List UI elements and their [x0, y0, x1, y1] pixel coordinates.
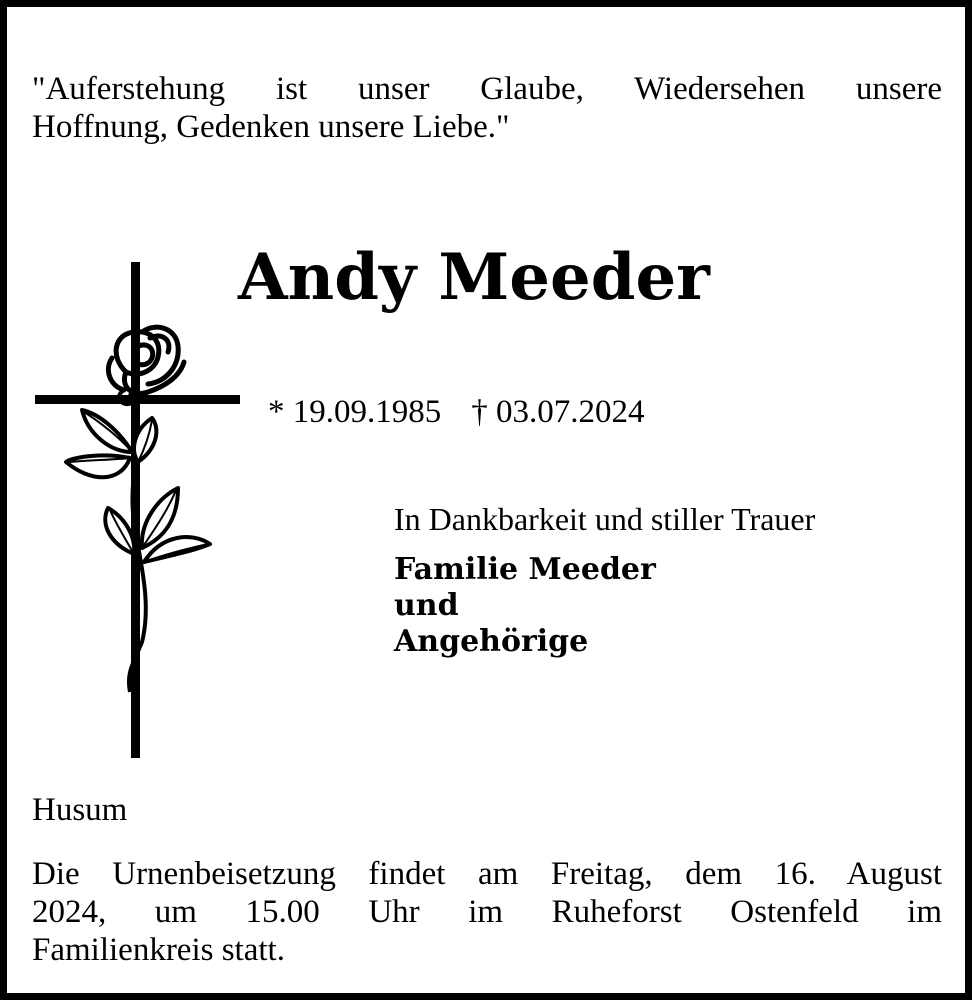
mourner-line: Angehörige: [394, 624, 589, 659]
cross-with-rose-icon: [30, 262, 250, 762]
notice-line-3: Familienkreis statt.: [32, 932, 285, 968]
notice-line-2: 2024, um 15.00 Uhr im Ruheforst Ostenfeld im: [32, 894, 942, 930]
mourner-line: und: [394, 588, 459, 623]
funeral-notice: [32, 855, 942, 969]
mourners-list: [394, 552, 656, 660]
death-date: † 03.07.2024: [471, 394, 645, 430]
mourning-intro: In Dankbarkeit und stiller Trauer: [394, 501, 816, 537]
mourner-line: Familie Meeder: [394, 552, 656, 587]
quote-line-1: "Auferstehung ist unser Glaube, Wiedersehen unsere: [32, 71, 942, 107]
place-name: Husum: [32, 792, 128, 828]
notice-line-1: Die Urnenbeisetzung findet am Freitag, dem 16. August: [32, 856, 942, 892]
life-dates: [268, 392, 645, 432]
quote-text: [32, 70, 942, 146]
quote-line-2: Hoffnung, Gedenken unsere Liebe.": [32, 109, 510, 145]
deceased-name: Andy Meeder: [238, 240, 710, 315]
birth-date: * 19.09.1985: [268, 394, 442, 430]
